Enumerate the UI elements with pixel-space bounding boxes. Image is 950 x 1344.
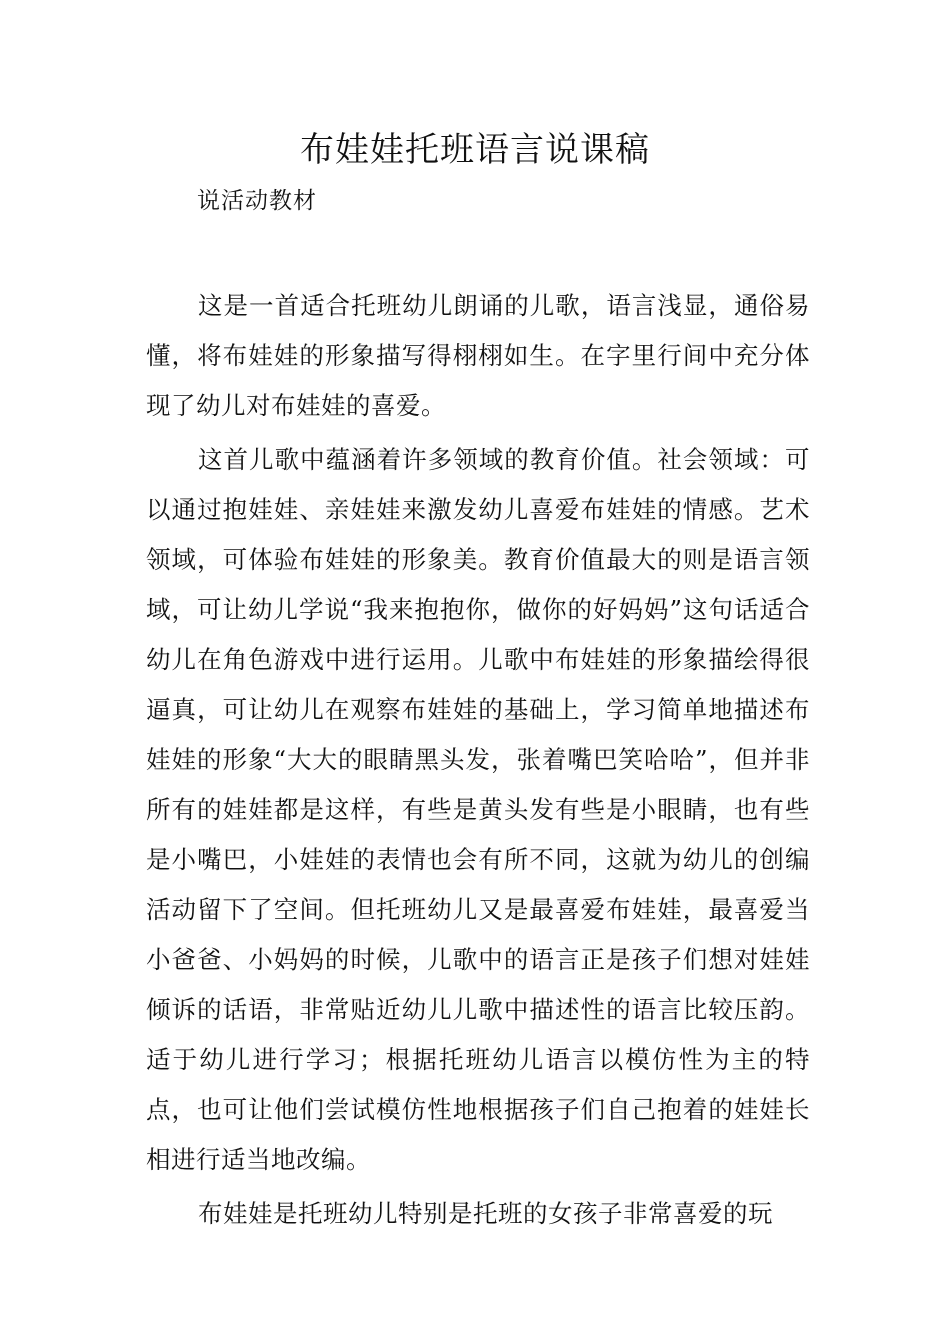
document-body bbox=[146, 281, 810, 1243]
document-title: 布娃娃托班语言说课稿 bbox=[300, 130, 650, 170]
section-heading: 说活动教材 bbox=[197, 188, 317, 214]
paragraph: 这首儿歌中蕴涵着许多领域的教育价值。社会领域：可以通过抱娃娃、亲娃娃来激发幼儿喜爱布娃娃的情感。艺术领域，可体验布娃娃的形象美。教育价值最大的则是语言领域，可让幼儿学说“我来抱抱你，做你的好妈妈”这句话适合幼儿在角色游戏中进行运用。儿歌中布娃娃的形象描绘得很逼真，可让幼儿在观察布娃娃的基础上，学习简单地描述布娃娃的形象“大大的眼睛黑头发，张着嘴巴笑哈哈”，但并非所有的娃娃都是这样，有些是黄头发有些是小眼睛，也有些是小嘴巴，小娃娃的表情也会有所不同，这就为幼儿的创编活动留下了空间。但托班幼儿又是最喜爱布娃娃，最喜爱当小爸爸、小妈妈的时候，儿歌中的语言正是孩子们想对娃娃倾诉的话语，非常贴近幼儿儿歌中描述性的语言比较压韵。适于幼儿进行学习；根据托班幼儿语言以模仿性为主的特点，也可让他们尝试模仿性地根据孩子们自己抱着的娃娃长相进行适当地改编。 bbox=[146, 445, 810, 1174]
paragraph: 这是一首适合托班幼儿朗诵的儿歌，语言浅显，通俗易懂，将布娃娃的形象描写得栩栩如生。在字里行间中充分体现了幼儿对布娃娃的喜爱。 bbox=[146, 291, 810, 420]
paragraph: 布娃娃是托班幼儿特别是托班的女孩子非常喜爱的玩 bbox=[198, 1199, 773, 1228]
